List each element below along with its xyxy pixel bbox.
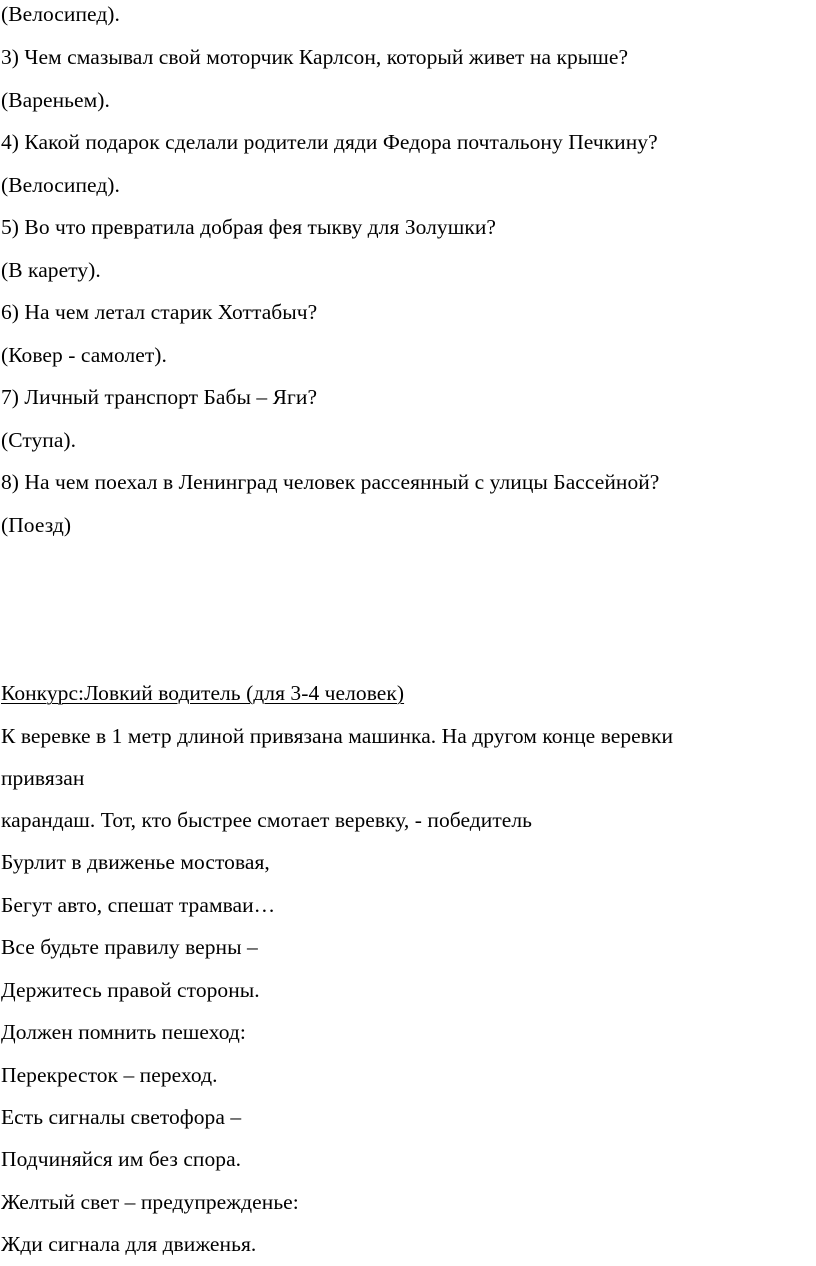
- quiz-answer: (Поезд): [1, 513, 72, 537]
- quiz-answer: (Вареньем).: [1, 88, 110, 112]
- poem-line: Есть сигналы светофора –: [1, 1105, 242, 1129]
- quiz-question: 8) На чем поехал в Ленинград человек рассеянный с улицы Бассейной?: [1, 470, 660, 494]
- contest-description-line: карандаш. Тот, кто быстрее смотает веревку, - победитель: [1, 808, 533, 832]
- quiz-answer: (Ковер - самолет).: [1, 343, 167, 367]
- contest-description-line: привязан: [1, 766, 85, 790]
- quiz-question: 5) Во что превратила добрая фея тыкву для Золушки?: [1, 215, 496, 239]
- poem-line: Бегут авто, спешат трамваи…: [1, 893, 276, 917]
- quiz-answer: (Велосипед).: [1, 173, 120, 197]
- poem-line: Жди сигнала для движенья.: [1, 1232, 257, 1256]
- poem-line: Подчиняйся им без спора.: [1, 1147, 242, 1171]
- quiz-answer: (Ступа).: [1, 428, 77, 452]
- quiz-question: 7) Личный транспорт Бабы – Яги?: [1, 385, 318, 409]
- contest-heading: Конкурс:Ловкий водитель (для 3-4 человек): [1, 681, 405, 705]
- poem-line: Держитесь правой стороны.: [1, 978, 260, 1002]
- poem-line: Перекресток – переход.: [1, 1063, 218, 1087]
- quiz-answer: (В карету).: [1, 258, 101, 282]
- poem-line: Все будьте правилу верны –: [1, 935, 258, 959]
- quiz-question: 4) Какой подарок сделали родители дяди Федора почтальону Печкину?: [1, 130, 658, 154]
- poem-line: Бурлит в движенье мостовая,: [1, 850, 270, 874]
- quiz-question: 6) На чем летал старик Хоттабыч?: [1, 300, 318, 324]
- contest-description-line: К веревке в 1 метр длиной привязана машинка. На другом конце веревки: [1, 724, 674, 748]
- quiz-question: 3) Чем смазывал свой моторчик Карлсон, который живет на крыше?: [1, 45, 629, 69]
- poem-line: Должен помнить пешеход:: [1, 1020, 246, 1044]
- poem-line: Желтый свет – предупрежденье:: [1, 1190, 299, 1214]
- quiz-answer: (Велосипед).: [1, 2, 120, 26]
